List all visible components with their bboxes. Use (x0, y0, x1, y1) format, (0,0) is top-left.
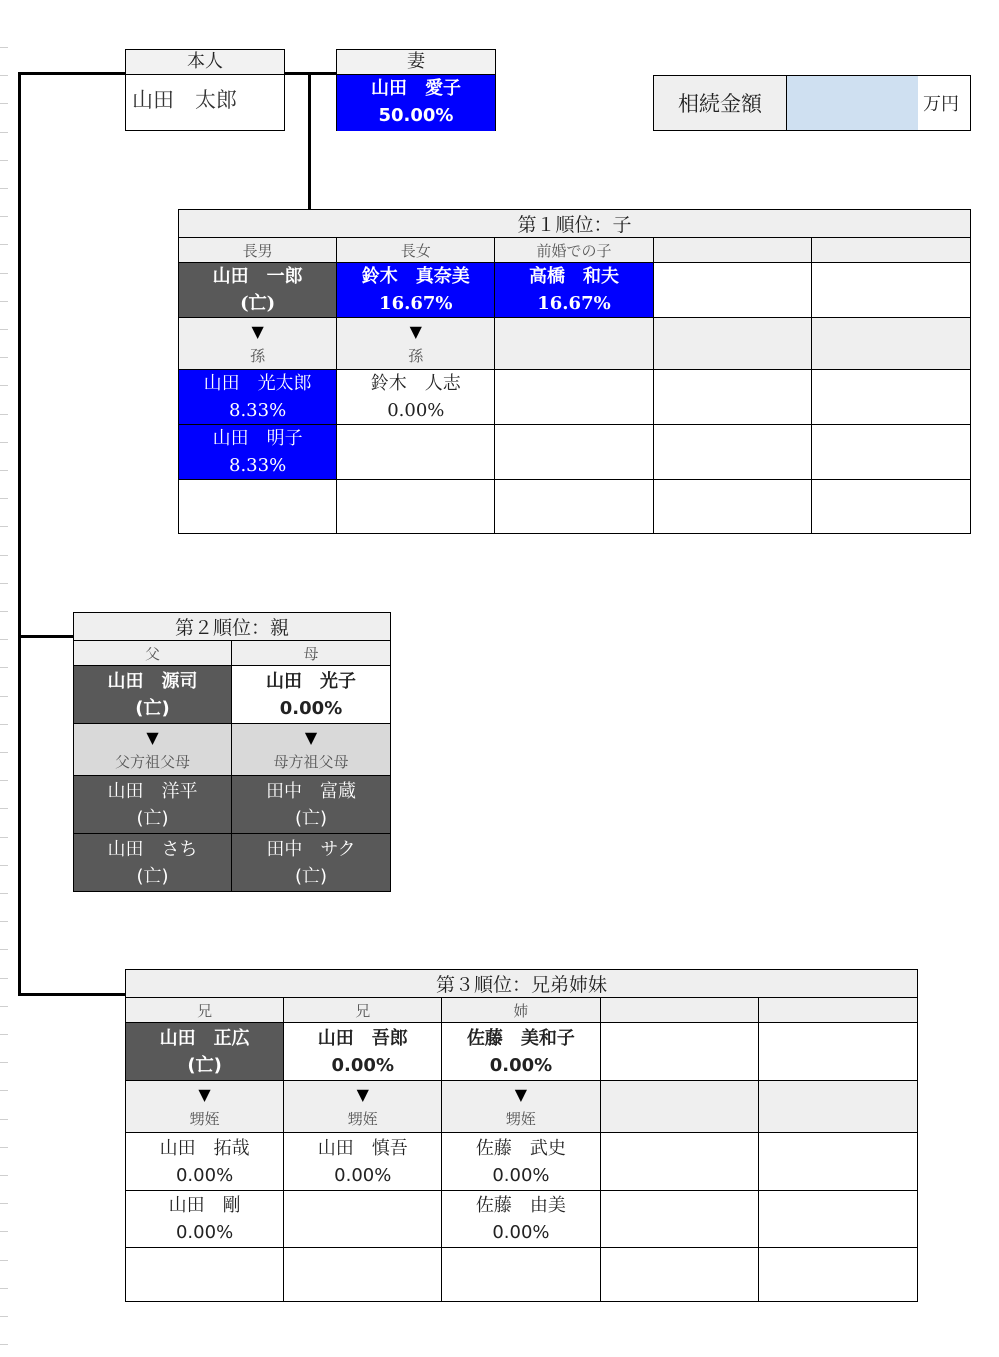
siblings-descendant-label (442, 1081, 600, 1133)
grandchild-person-info: 8.33% (229, 455, 287, 476)
children-person-name: 高橋 和夫 (528, 266, 619, 287)
parents-descendant-text: 母方祖父母 (273, 752, 349, 771)
grandparent-person-info: (亡) (136, 865, 169, 887)
grandparent-person-cell[interactable] (74, 776, 232, 834)
children-descendant-text: 孫 (408, 346, 424, 365)
ruler-tick (0, 1231, 8, 1232)
siblings-empty-cell[interactable] (442, 1248, 600, 1302)
children-empty-cell[interactable] (495, 480, 653, 534)
grandchild-person-cell[interactable] (495, 425, 653, 480)
arrow-down-icon: ▼ (356, 1084, 369, 1104)
self-header: 本人 (126, 50, 284, 75)
children-relation-label: 長男 (179, 238, 337, 263)
nephew-person-cell[interactable] (284, 1133, 442, 1191)
children-descendant-label (495, 318, 653, 370)
nephew-person-cell[interactable] (126, 1133, 284, 1191)
siblings-relation-label (758, 998, 917, 1023)
ruler-tick (0, 273, 8, 274)
nephew-person-info: 0.00% (492, 1164, 550, 1186)
grandchild-person-cell[interactable] (179, 425, 337, 480)
siblings-descendant-label (126, 1081, 284, 1133)
parents-title: 第２順位：親 (74, 613, 391, 641)
tree-connector (308, 72, 311, 210)
grandchild-person-cell[interactable] (337, 370, 495, 425)
children-empty-cell[interactable] (337, 480, 495, 534)
nephew-person-cell[interactable] (600, 1191, 758, 1248)
arrow-down-icon: ▼ (514, 1084, 528, 1104)
grandparent-person-name: 田中 サク (266, 838, 356, 860)
ruler-tick (0, 357, 8, 358)
ruler-tick (0, 1316, 8, 1317)
grandchild-person-name: 鈴木 人志 (370, 373, 461, 394)
nephew-person-info: 0.00% (492, 1222, 550, 1243)
children-descendant-label (179, 318, 337, 370)
ruler-tick (0, 865, 8, 866)
nephew-person-cell[interactable] (442, 1133, 600, 1191)
ruler-tick (0, 583, 8, 584)
ruler-tick (0, 470, 8, 471)
nephew-person-info: 0.00% (175, 1164, 234, 1186)
grandchild-person-cell[interactable] (653, 370, 811, 425)
ruler-tick (0, 216, 8, 217)
ruler-tick (0, 1344, 8, 1345)
sibling-person-name: 佐藤 美和子 (466, 1027, 575, 1049)
children-relation-label (653, 238, 811, 263)
parents-table (73, 612, 391, 892)
ruler-tick (0, 724, 8, 725)
grandchild-person-cell[interactable] (811, 425, 970, 480)
grandparent-person-info: (亡) (294, 807, 328, 829)
parent-person-cell[interactable] (232, 666, 391, 724)
parents-descendant-text: 父方祖父母 (114, 752, 190, 771)
ruler-tick (0, 526, 8, 527)
ruler-tick (0, 1034, 8, 1035)
ruler-tick (0, 75, 8, 76)
parents-relation-label: 母 (232, 641, 391, 666)
parents-relation-label: 父 (74, 641, 232, 666)
nephew-person-name: 佐藤 武史 (475, 1137, 566, 1159)
grandchild-person-name: 山田 明子 (212, 428, 303, 449)
sibling-person-info: (亡) (187, 1054, 222, 1076)
children-person-cell[interactable] (337, 263, 495, 318)
children-person-cell[interactable] (653, 263, 811, 318)
siblings-relation-label: 兄 (284, 998, 442, 1023)
children-relation-label (811, 238, 970, 263)
ruler-tick (0, 1147, 8, 1148)
siblings-empty-cell[interactable] (284, 1248, 442, 1302)
siblings-empty-cell[interactable] (600, 1248, 758, 1302)
siblings-descendant-label (758, 1081, 917, 1133)
self-name[interactable]: 山田 太郎 (132, 88, 237, 112)
nephew-person-cell[interactable] (442, 1191, 600, 1248)
ruler-tick (0, 949, 8, 950)
inheritance-amount-label: 相続金額 (654, 76, 787, 130)
ruler-tick (0, 696, 8, 697)
ruler-tick (0, 329, 8, 330)
grandparent-person-name: 田中 富蔵 (266, 780, 356, 802)
children-descendant-text: 孫 (250, 346, 266, 365)
ruler-tick (0, 1260, 8, 1261)
ruler-tick (0, 1175, 8, 1176)
arrow-down-icon: ▼ (409, 321, 422, 341)
ruler-tick (0, 808, 8, 809)
siblings-empty-cell[interactable] (758, 1248, 917, 1302)
parents-descendant-label (74, 724, 232, 776)
grandparent-person-cell[interactable] (74, 834, 232, 892)
grandchild-person-cell[interactable] (179, 370, 337, 425)
children-person-cell[interactable] (495, 263, 653, 318)
spouse-cell[interactable] (337, 75, 495, 131)
children-person-cell[interactable] (179, 263, 337, 318)
grandparent-person-name: 山田 洋平 (107, 780, 198, 802)
siblings-empty-cell[interactable] (126, 1248, 284, 1302)
siblings-title: 第３順位：兄弟姉妹 (126, 970, 918, 998)
parent-person-name: 山田 源司 (107, 670, 198, 692)
ruler-tick (0, 752, 8, 753)
grandparent-person-info: (亡) (294, 865, 328, 887)
ruler-tick (0, 244, 8, 245)
children-person-info: 16.67% (379, 293, 453, 314)
self-box (125, 49, 285, 131)
arrow-down-icon: ▼ (304, 727, 318, 747)
siblings-relation-label: 姉 (442, 998, 600, 1023)
nephew-person-name: 佐藤 由美 (475, 1195, 566, 1216)
spouse-share: 50.00% (378, 105, 454, 126)
inheritance-amount-unit: 万円 (923, 94, 959, 115)
children-empty-cell[interactable] (653, 480, 811, 534)
ruler-tick (0, 667, 8, 668)
sibling-person-name: 山田 正広 (159, 1027, 250, 1049)
ruler-tick (0, 1288, 8, 1289)
ruler-tick (0, 188, 8, 189)
children-person-info: 16.67% (537, 293, 611, 314)
sibling-person-name: 山田 吾郎 (317, 1027, 408, 1049)
parents-descendant-label (232, 724, 391, 776)
grandparent-person-cell[interactable] (232, 776, 391, 834)
ruler-tick (0, 132, 8, 133)
ruler-tick (0, 47, 8, 48)
siblings-descendant-label (600, 1081, 758, 1133)
arrow-down-icon: ▼ (146, 727, 159, 747)
spouse-name: 山田 愛子 (371, 78, 461, 99)
spouse-header: 妻 (337, 50, 495, 75)
ruler-tick (0, 978, 8, 979)
sibling-person-cell[interactable] (126, 1023, 284, 1081)
children-relation-label: 長女 (337, 238, 495, 263)
ruler-tick (0, 921, 8, 922)
ruler-tick (0, 498, 8, 499)
ruler-tick (0, 414, 8, 415)
children-descendant-label (337, 318, 495, 370)
nephew-person-cell[interactable] (284, 1191, 442, 1248)
tree-connector (18, 72, 21, 996)
ruler-tick (0, 442, 8, 443)
children-empty-cell[interactable] (179, 480, 337, 534)
siblings-descendant-label (284, 1081, 442, 1133)
tree-connector (18, 993, 126, 996)
siblings-descendant-text: 甥姪 (189, 1109, 220, 1128)
grandchild-person-info: 0.00% (387, 400, 445, 421)
parent-person-name: 山田 光子 (266, 670, 356, 692)
spouse-box (336, 49, 496, 131)
children-empty-cell[interactable] (811, 480, 970, 534)
parent-person-info: (亡) (135, 697, 170, 719)
children-person-cell[interactable] (811, 263, 970, 318)
children-descendant-label (653, 318, 811, 370)
ruler-tick (0, 611, 8, 612)
children-relation-label: 前婚での子 (495, 238, 653, 263)
ruler-tick (0, 103, 8, 104)
arrow-down-icon: ▼ (251, 321, 264, 341)
sibling-person-cell[interactable] (442, 1023, 600, 1081)
grandparent-person-name: 山田 さち (107, 838, 198, 860)
nephew-person-info: 0.00% (334, 1164, 392, 1186)
nephew-person-cell[interactable] (758, 1191, 917, 1248)
ruler-tick (0, 1203, 8, 1204)
grandchild-person-cell[interactable] (495, 370, 653, 425)
ruler-tick (0, 1062, 8, 1063)
nephew-person-cell[interactable] (126, 1191, 284, 1248)
siblings-descendant-text: 甥姪 (505, 1109, 536, 1128)
parent-person-cell[interactable] (74, 666, 232, 724)
siblings-descendant-text: 甥姪 (347, 1109, 378, 1128)
children-descendant-label (811, 318, 970, 370)
grandchild-person-name: 山田 光太郎 (203, 373, 312, 394)
siblings-relation-label: 兄 (126, 998, 284, 1023)
tree-connector (18, 72, 126, 75)
sibling-person-cell[interactable] (284, 1023, 442, 1081)
ruler-tick (0, 1090, 8, 1091)
nephew-person-cell[interactable] (600, 1133, 758, 1191)
grandchild-person-cell[interactable] (653, 425, 811, 480)
inheritance-amount-box (653, 75, 971, 131)
ruler-tick (0, 1006, 8, 1007)
grandchild-person-cell[interactable] (811, 370, 970, 425)
grandchild-person-cell[interactable] (337, 425, 495, 480)
ruler-tick (0, 385, 8, 386)
sibling-person-info: 0.00% (489, 1054, 553, 1076)
parent-person-info: 0.00% (279, 697, 343, 719)
children-person-name: 山田 一郎 (212, 266, 303, 287)
sibling-person-cell[interactable] (758, 1023, 917, 1081)
arrow-down-icon: ▼ (198, 1084, 211, 1104)
siblings-relation-label (600, 998, 758, 1023)
ruler-tick (0, 780, 8, 781)
nephew-person-name: 山田 慎吾 (317, 1137, 408, 1159)
ruler-tick (0, 837, 8, 838)
ruler-tick (0, 301, 8, 302)
nephew-person-name: 山田 拓哉 (159, 1137, 250, 1159)
nephew-person-name: 山田 剛 (168, 1195, 241, 1216)
sibling-person-cell[interactable] (600, 1023, 758, 1081)
nephew-person-cell[interactable] (758, 1133, 917, 1191)
sibling-person-info: 0.00% (331, 1054, 394, 1076)
children-table (178, 209, 971, 534)
ruler-tick (0, 639, 8, 640)
children-person-name: 鈴木 真奈美 (361, 266, 470, 287)
grandparent-person-info: (亡) (136, 807, 169, 829)
ruler-tick (0, 1119, 8, 1120)
ruler-tick (0, 555, 8, 556)
children-person-info: (亡) (240, 293, 276, 314)
nephew-person-info: 0.00% (175, 1222, 234, 1243)
inheritance-amount-input[interactable] (787, 76, 918, 130)
grandchild-person-info: 8.33% (229, 400, 287, 421)
tree-connector (18, 635, 74, 638)
children-title: 第１順位：子 (179, 210, 971, 238)
ruler-tick (0, 160, 8, 161)
grandparent-person-cell[interactable] (232, 834, 391, 892)
ruler-tick (0, 893, 8, 894)
siblings-table (125, 969, 918, 1302)
